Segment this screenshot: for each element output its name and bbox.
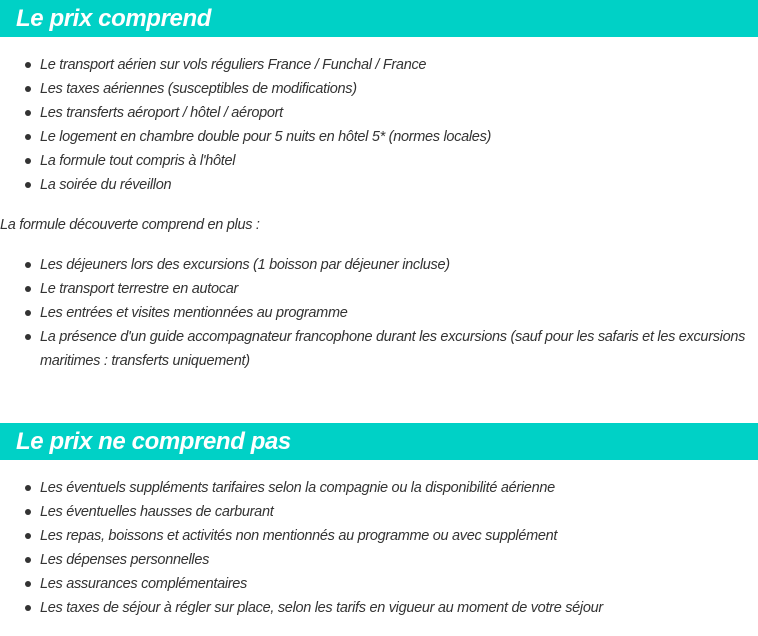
section-title-included: Le prix comprend: [16, 5, 211, 32]
bullet-icon: [25, 62, 31, 68]
bullet-icon: [25, 509, 31, 515]
bullet-icon: [25, 86, 31, 92]
list-item: Les taxes de séjour à régler sur place, selon les tarifs en vigueur au moment de votre séjour: [0, 596, 758, 620]
section-header-not-included: [0, 423, 758, 460]
list-item: Les entrées et visites mentionnées au programme: [0, 301, 758, 325]
bullet-icon: [25, 286, 31, 292]
bullet-icon: [25, 334, 31, 340]
list-item: Les assurances complémentaires: [0, 572, 758, 596]
list-item: Le transport terrestre en autocar: [0, 277, 758, 301]
discovery-formula-note: La formule découverte comprend en plus :: [0, 217, 260, 233]
bullet-icon: [25, 262, 31, 268]
not-included-list: [0, 476, 758, 620]
list-item: Les éventuels suppléments tarifaires selon la compagnie ou la disponibilité aérienne: [0, 476, 758, 500]
list-item: Les déjeuners lors des excursions (1 boisson par déjeuner incluse): [0, 253, 758, 277]
list-item: Le logement en chambre double pour 5 nuits en hôtel 5* (normes locales): [0, 125, 758, 149]
bullet-icon: [25, 557, 31, 563]
list-item: Les repas, boissons et activités non mentionnés au programme ou avec supplément: [0, 524, 758, 548]
bullet-icon: [25, 485, 31, 491]
bullet-icon: [25, 158, 31, 164]
bullet-icon: [25, 533, 31, 539]
list-item: La présence d'un guide accompagnateur francophone durant les excursions (sauf pour les safaris et les excursions maritimes : transferts uniquement): [0, 325, 758, 373]
section-header-included: [0, 0, 758, 37]
list-item: La soirée du réveillon: [0, 173, 758, 197]
section-title-not-included: Le prix ne comprend pas: [16, 428, 291, 455]
discovery-list: [0, 253, 758, 373]
list-item: Les taxes aériennes (susceptibles de modifications): [0, 77, 758, 101]
bullet-icon: [25, 134, 31, 140]
included-list: [0, 53, 758, 197]
list-item: Les transferts aéroport / hôtel / aéroport: [0, 101, 758, 125]
bullet-icon: [25, 581, 31, 587]
bullet-icon: [25, 110, 31, 116]
bullet-icon: [25, 182, 31, 188]
bullet-icon: [25, 310, 31, 316]
bullet-icon: [25, 605, 31, 611]
list-item: Les éventuelles hausses de carburant: [0, 500, 758, 524]
list-item: Le transport aérien sur vols réguliers France / Funchal / France: [0, 53, 758, 77]
list-item: La formule tout compris à l'hôtel: [0, 149, 758, 173]
list-item: Les dépenses personnelles: [0, 548, 758, 572]
